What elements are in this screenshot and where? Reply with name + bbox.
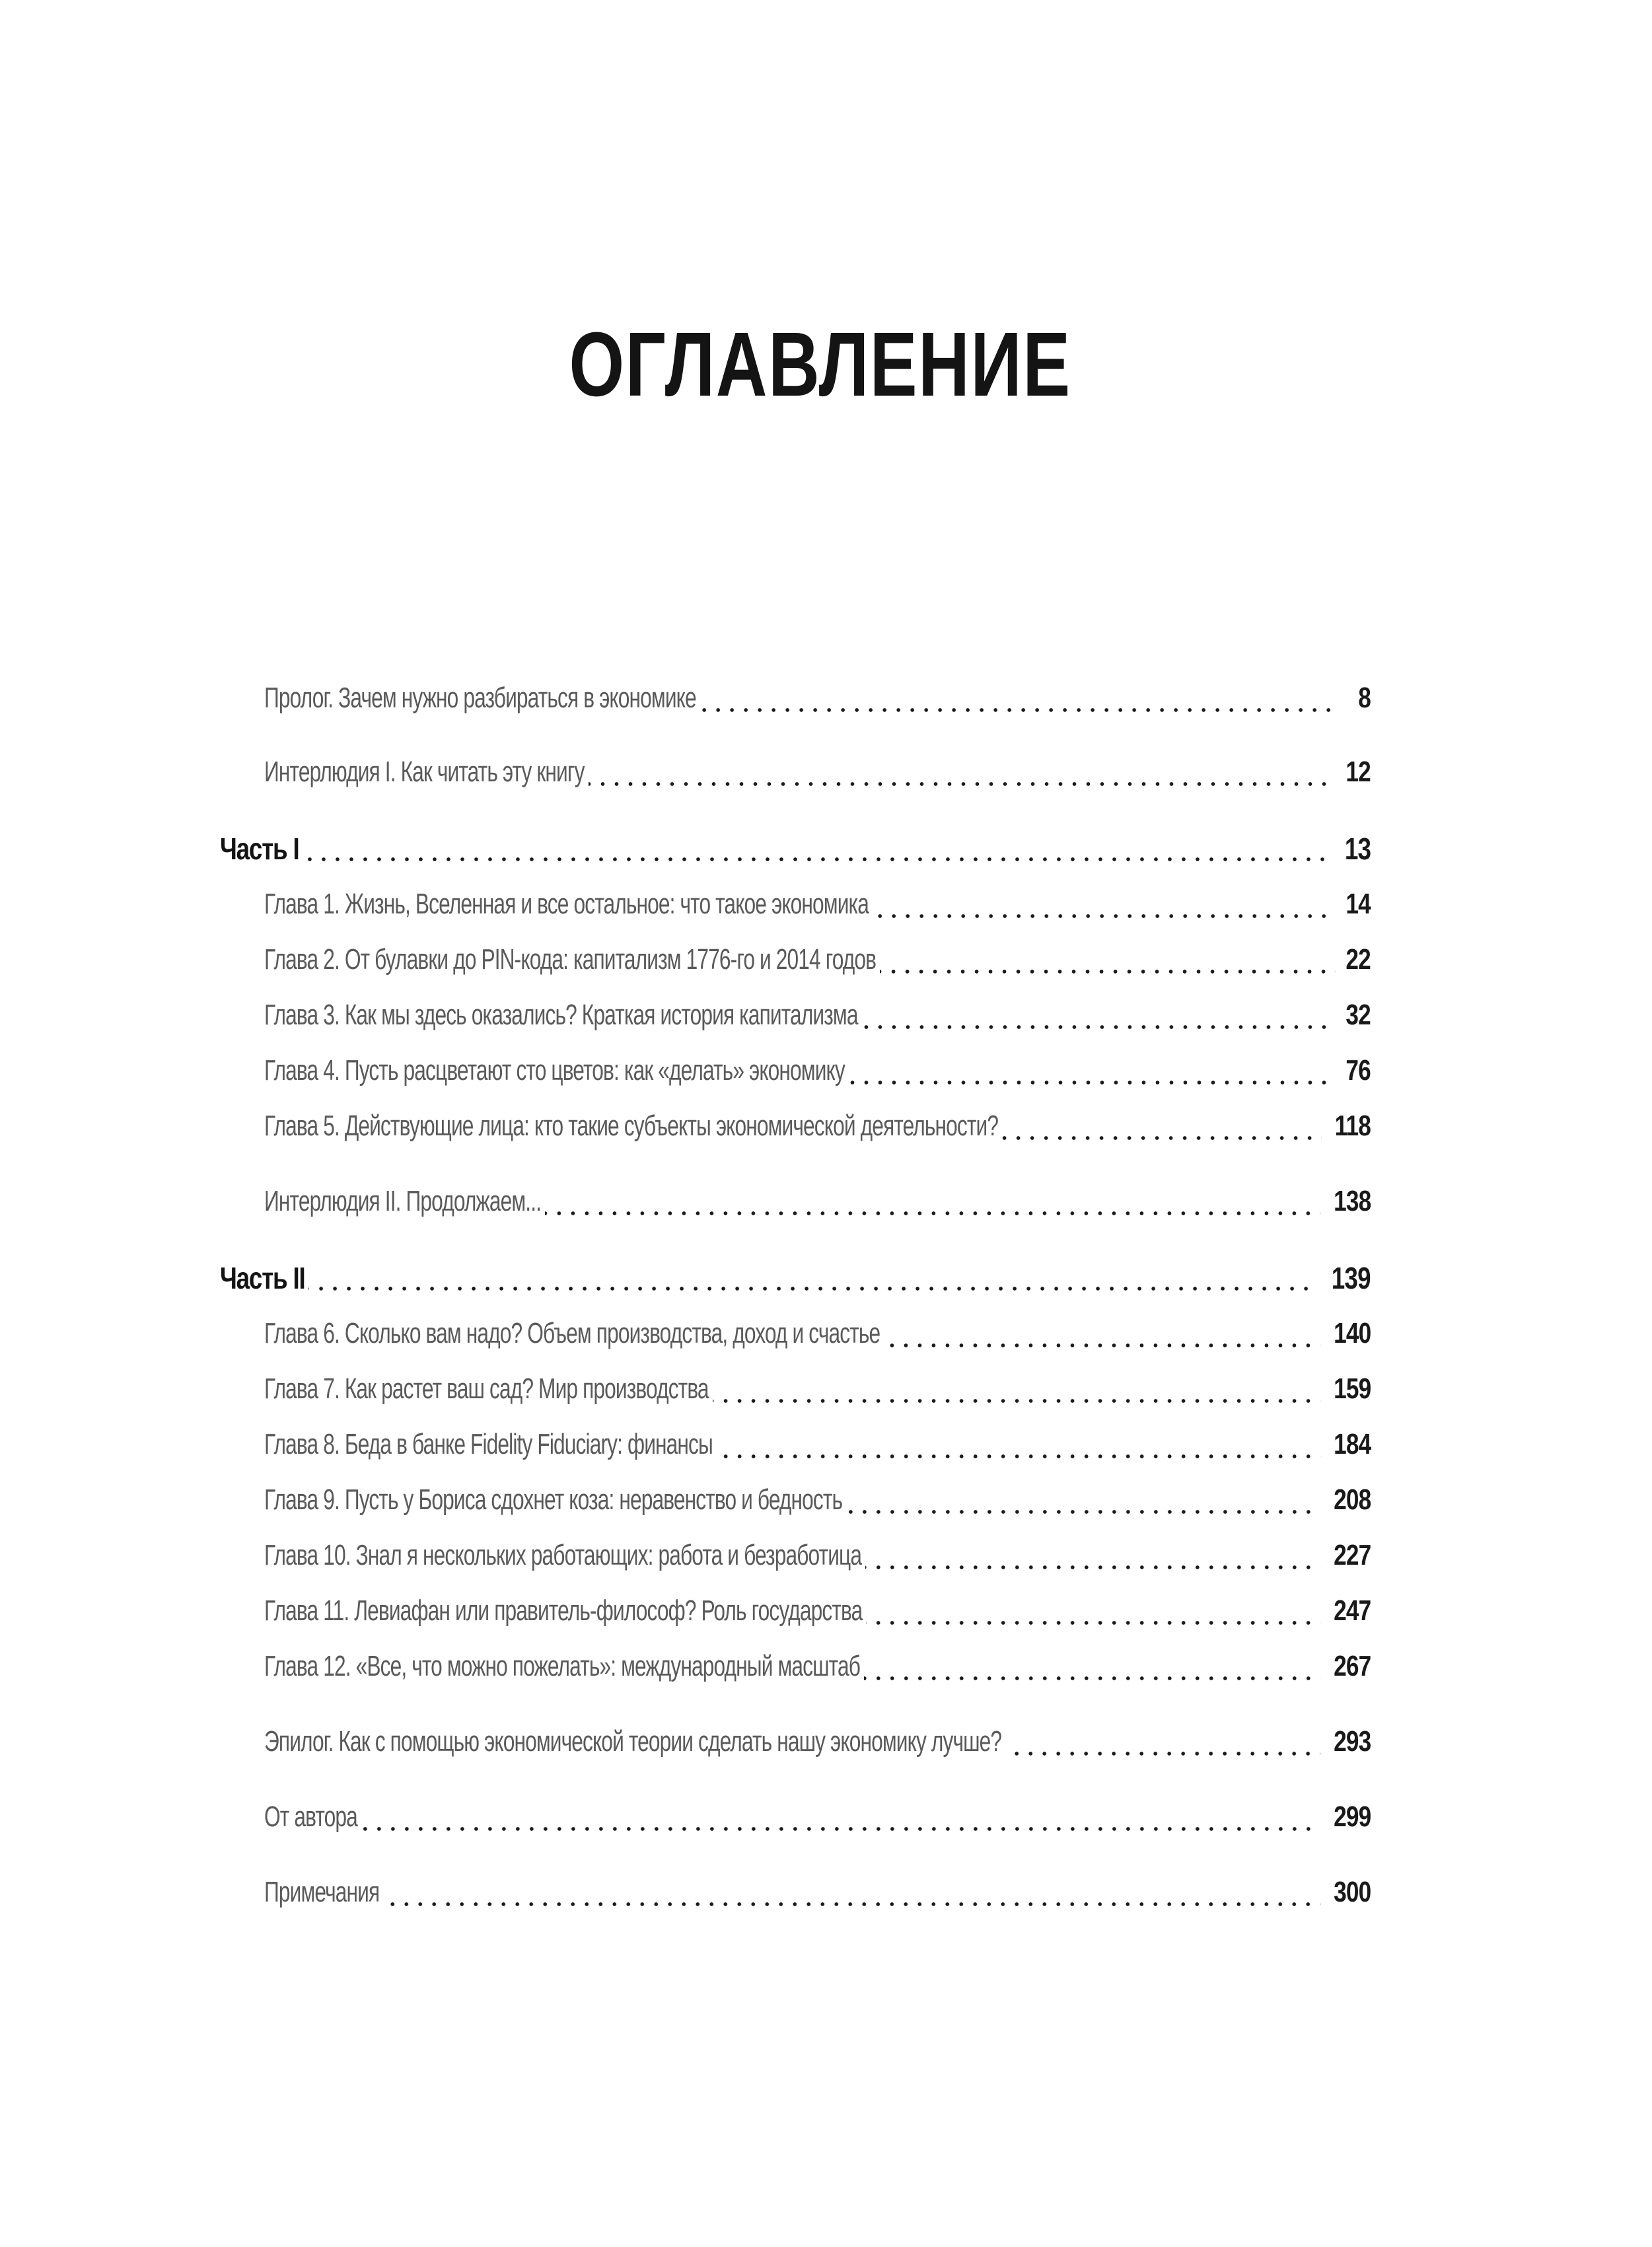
toc-entry-label: Глава 2. От булавки до PIN-кода: капитализм 1776-го и 2014 годов xyxy=(264,943,877,976)
toc-entry-label: Глава 8. Беда в банке Fidelity Fiduciary: финансы xyxy=(264,1428,713,1460)
toc-row-from-author[interactable] xyxy=(264,1801,1371,1837)
dot-leader xyxy=(700,708,1340,712)
toc-entry-label: Эпилог. Как с помощью экономической теории сделать нашу экономику лучше? xyxy=(264,1725,1002,1758)
toc-page-number: 293 xyxy=(1333,1725,1371,1758)
dot-leader xyxy=(361,1827,1320,1831)
toc-row-chapter-6[interactable] xyxy=(264,1317,1371,1354)
toc-page-number: 8 xyxy=(1358,682,1371,714)
toc-row-prologue[interactable] xyxy=(264,682,1371,719)
toc-entry-label: Интерлюдия II. Продолжаем... xyxy=(264,1185,542,1217)
toc-entry-label: Глава 1. Жизнь, Вселенная и все остальное: что такое экономика xyxy=(264,888,869,920)
toc-page-number: 118 xyxy=(1334,1110,1371,1142)
toc-page-number: 267 xyxy=(1333,1650,1371,1682)
toc-entry-label: Глава 6. Сколько вам надо? Объем производства, доход и счастье xyxy=(264,1317,880,1349)
toc-entry-label: Глава 10. Знал я нескольких работающих: работа и безработица xyxy=(264,1539,862,1571)
dot-leader xyxy=(1002,1136,1322,1140)
toc-row-chapter-2[interactable] xyxy=(264,943,1371,980)
toc-entry-label: Примечания xyxy=(264,1876,380,1908)
toc-entry-label: Интерлюдия I. Как читать эту книгу xyxy=(264,756,585,788)
dot-leader xyxy=(308,1287,1318,1291)
toc-entry-label: Глава 7. Как растет ваш сад? Мир производства xyxy=(264,1373,709,1405)
dot-leader xyxy=(849,1081,1336,1085)
toc-part-label: Часть I xyxy=(220,832,299,866)
toc-row-chapter-5[interactable] xyxy=(264,1110,1371,1147)
toc-page-number: 13 xyxy=(1344,832,1371,866)
toc-row-chapter-3[interactable] xyxy=(264,999,1371,1036)
toc-entry-label: От автора xyxy=(264,1801,357,1833)
dot-leader xyxy=(846,1510,1320,1514)
dot-leader xyxy=(717,1454,1320,1458)
dot-leader xyxy=(864,1676,1320,1680)
toc-page-number: 138 xyxy=(1333,1185,1371,1217)
toc-page-number: 22 xyxy=(1346,943,1371,976)
toc-page-number: 299 xyxy=(1333,1801,1371,1833)
toc-entry-label: Глава 4. Пусть расцветают сто цветов: как «делать» экономику xyxy=(264,1054,845,1087)
toc-row-chapter-8[interactable] xyxy=(264,1428,1371,1465)
toc-page-number: 208 xyxy=(1333,1483,1371,1516)
toc-row-notes[interactable] xyxy=(264,1876,1371,1913)
toc-page-number: 159 xyxy=(1333,1373,1371,1405)
toc-page-number: 140 xyxy=(1333,1317,1371,1349)
dot-leader xyxy=(1005,1752,1320,1756)
toc-page-number: 247 xyxy=(1333,1594,1371,1627)
dot-leader xyxy=(873,914,1336,918)
dot-leader xyxy=(866,1621,1320,1625)
dot-leader xyxy=(713,1399,1320,1403)
toc-row-chapter-11[interactable] xyxy=(264,1594,1371,1631)
toc-page-number: 184 xyxy=(1333,1428,1371,1460)
toc-row-interlude-1[interactable] xyxy=(264,756,1371,793)
toc-page-number: 76 xyxy=(1346,1054,1371,1087)
dot-leader xyxy=(880,970,1336,974)
toc-row-chapter-12[interactable] xyxy=(264,1650,1371,1687)
toc-row-part-1[interactable] xyxy=(220,831,1371,868)
toc-row-chapter-9[interactable] xyxy=(264,1483,1371,1520)
toc-page-number: 14 xyxy=(1346,888,1371,920)
toc-row-chapter-10[interactable] xyxy=(264,1539,1371,1576)
toc-page-number: 32 xyxy=(1346,999,1371,1031)
toc-part-label: Часть II xyxy=(220,1261,305,1295)
dot-leader xyxy=(865,1565,1320,1569)
toc-page-number: 12 xyxy=(1346,756,1371,788)
toc-entry-label: Глава 12. «Все, что можно пожелать»: международный масштаб xyxy=(264,1650,861,1682)
toc-row-interlude-2[interactable] xyxy=(264,1185,1371,1222)
dot-leader xyxy=(862,1025,1336,1029)
page-title: ОГЛАВЛЕНИЕ xyxy=(569,314,1071,416)
toc-entry-label: Глава 3. Как мы здесь оказались? Краткая история капитализма xyxy=(264,999,858,1031)
toc-row-chapter-7[interactable] xyxy=(264,1373,1371,1409)
dot-leader xyxy=(545,1211,1320,1215)
toc-row-epilogue[interactable] xyxy=(264,1725,1371,1762)
toc-row-part-2[interactable] xyxy=(220,1260,1371,1297)
toc-row-chapter-4[interactable] xyxy=(264,1054,1371,1091)
dot-leader xyxy=(383,1902,1320,1906)
toc-page-number: 227 xyxy=(1333,1539,1371,1571)
toc-page-number: 139 xyxy=(1332,1261,1371,1295)
dot-leader xyxy=(589,782,1336,786)
dot-leader xyxy=(884,1343,1320,1347)
toc-row-chapter-1[interactable] xyxy=(264,888,1371,925)
dot-leader xyxy=(303,857,1334,861)
toc-entry-label: Глава 5. Действующие лица: кто такие субъекты экономической деятельности? xyxy=(264,1110,999,1142)
toc-entry-label: Глава 11. Левиафан или правитель-философ? Роль государства xyxy=(264,1594,863,1627)
toc-page-number: 300 xyxy=(1333,1876,1371,1908)
toc-entry-label: Пролог. Зачем нужно разбираться в экономике xyxy=(264,682,696,714)
toc-entry-label: Глава 9. Пусть у Бориса сдохнет коза: неравенство и бедность xyxy=(264,1483,843,1516)
